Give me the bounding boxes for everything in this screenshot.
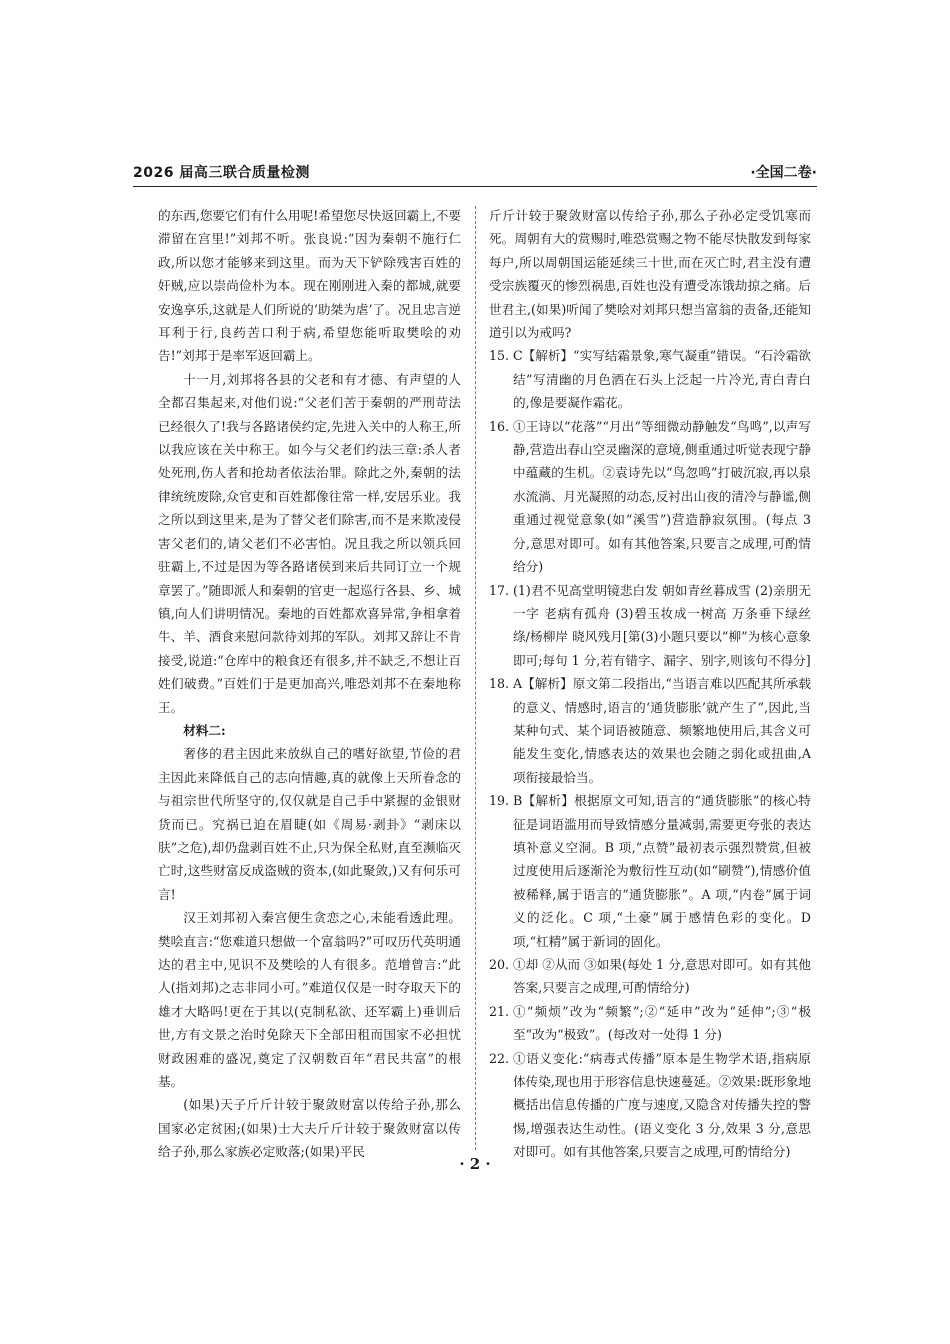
answer-number: 16. bbox=[489, 418, 510, 434]
material-two-title: 材料二: bbox=[183, 722, 226, 738]
answer-number: 21. bbox=[489, 1003, 510, 1019]
right-column bbox=[489, 204, 811, 1164]
answer-item bbox=[489, 672, 811, 789]
paragraph-3: 奢侈的君主因此来放纵自己的嗜好欲望,节俭的君主因此来降低自己的志向情趣,真的就像上天所眷念的与祖宗世代所坚守的,仅仅就是自己手中紧握的金银财货而已。究祸已迫在眉睫(如《周易·剥卦》“剥床以肤”之危),却仍盘剥百姓不止,只为保全私财,直至濒临灭亡时,这些财富反成盗贼的资本,(如此聚敛,)又有何乐可言! bbox=[158, 746, 461, 902]
page-header bbox=[133, 158, 817, 187]
exam-title: 2026 届高三联合质量检测 bbox=[133, 165, 310, 181]
answer-item bbox=[489, 344, 811, 414]
answer-number: 17. bbox=[489, 582, 510, 598]
answer-text: B【解析】根据原文可知,语言的“通货膨胀”的核心特征是词语滥用而导致情感分量减弱,需要更夸张的表达填补意义空洞。B 项,“点赞”最初表示强烈赞赏,但被过度使用后逐渐沦为敷衍性互动(如“刷赞”),情感价值被稀释,属于语言的“通货膨胀”。A 项,“内卷”属于词义的泛化。C 项,“土豪”属于感情色彩的变化。D 项,“杠精”属于新词的固化。 bbox=[513, 793, 811, 949]
answer-number: 15. bbox=[489, 348, 510, 364]
answer-text: A【解析】原文第二段指出,“当语言难以匹配其所承载的意义、情感时,语言的‘通货膨胀’就产生了”,因此,当某种句式、某个词语被随意、频繁地使用后,其含义可能发生变化,情感表达的效果也会随之弱化或扭曲,A 项衔接最恰当。 bbox=[513, 676, 811, 785]
paragraph-4: 汉王刘邦初入秦宫便生贪恋之心,未能看透此理。樊哙直言:“您难道只想做一个富翁吗?”可叹历代英明通达的君主中,见识不及樊哙的人有很多。范增曾言:“此人(指刘邦)之志非同小可。”难道仅仅是一时夺取天下的雄才大略吗!更在于其以(克制私欲、还军霸上)垂训后世,方有文景之治时免除天下全部田租而国家不必担忧财政困难的盛况,奠定了汉朝数百年“君民共富”的根基。 bbox=[158, 910, 461, 1090]
answer-number: 19. bbox=[489, 793, 510, 809]
answer-item bbox=[489, 1000, 811, 1047]
answer-text: ①“频烦”改为“频繁”;②“延申”改为“延伸”;③“极至”改为“极致”。(每改对一处得 1 分) bbox=[513, 1003, 811, 1043]
answer-text: ①王诗以“花落”“月出”等细微动静触发“鸟鸣”,以声写静,营造出春山空灵幽深的意境,侧重通过听觉表现宁静中蕴藏的生机。②袁诗先以“鸟忽鸣”打破沉寂,再以泉水流淌、月光凝照的动态,反衬出山夜的清冷与静谧,侧重通过视觉意象(如“溪雪”)营造静寂氛围。(每点 3 分,意思对即可。如有其他答案,只要言之成理,可酌情给分) bbox=[513, 418, 811, 575]
paragraph-5: (如果)天子斤斤计较于聚敛财富以传给子孙,那么国家必定贫困;(如果)士大夫斤斤计较于聚敛财富以传给子孙,那么家族必定败落;(如果)平民 bbox=[158, 1097, 461, 1160]
exam-region: ·全国二卷· bbox=[750, 165, 817, 181]
left-column bbox=[158, 204, 461, 1164]
paragraph-2: 十一月,刘邦将各县的父老和有才德、有声望的人全都召集起来,对他们说:“父老们苦于秦朝的严刑苛法已经很久了!我与各路诸侯约定,先进入关中的人称王,所以我应该在关中称王。如今与父老们约法三章:杀人者处死刑,伤人者和抢劫者依法治罪。除此之外,秦朝的法律统统废除,众官吏和百姓都像往常一样,安居乐业。我之所以到这里来,是为了替父老们除害,而不是来欺凌侵害父老们的,请父老们不必害怕。况且我之所以领兵回驻霸上,不过是因为等各路诸侯到来后共同订立一个规章罢了。”随即派人和秦朝的官吏一起巡行各县、乡、城镇,向人们讲明情况。秦地的百姓都欢喜异常,争相拿着牛、羊、酒食来慰问款待刘邦的军队。刘邦又辞让不肯接受,说道:“仓库中的粮食还有很多,并不缺乏,不想让百姓们破费。”百姓们于是更加高兴,唯恐刘邦不在秦地称王。 bbox=[158, 371, 461, 715]
answer-number: 20. bbox=[489, 957, 510, 972]
answer-text: C【解析】“实写结霜景象,寒气凝重”错误。“石泠霜欲结”写清幽的月色洒在石头上泛起一片冷光,青白青白的,像是要凝作霜花。 bbox=[513, 348, 811, 411]
paragraph-continued: 斤斤计较于聚敛财富以传给子孙,那么子孙必定受饥寒而死。周朝有大的赏赐时,唯恐赏赐之物不能尽快散发到每家每户,所以周朝国运能延续三十世,而在灭亡时,君主没有遭受宗族覆灭的惨烈祸患,百姓也没有遭受冻饿劫掠之痛。后世君主,(如果)听闻了樊哙对刘邦只想当富翁的责备,还能知道引以为戒吗? bbox=[489, 208, 811, 341]
answer-text: ①语义变化:“病毒式传播”原本是生物学术语,指病原体传染,现也用于形容信息快速蔓延。②效果:既形象地概括出信息传播的广度与速度,又隐含对传播失控的警惕,增强表达生动性。(语义变化 3 分,效果 3 分,意思对即可。如有其他答案,只要言之成理,可酌情给分) bbox=[513, 1050, 811, 1160]
answer-number: 22. bbox=[489, 1050, 510, 1066]
answer-item bbox=[489, 415, 811, 579]
answer-item bbox=[489, 953, 811, 1000]
answer-item bbox=[489, 1047, 811, 1164]
column-divider bbox=[475, 206, 476, 1150]
page-number: · 2 · bbox=[459, 1155, 491, 1173]
answer-item bbox=[489, 789, 811, 953]
answer-text: ①却 ②从而 ③如果(每处 1 分,意思对即可。如有其他答案,只要言之成理,可酌情给分) bbox=[513, 957, 811, 996]
paragraph-1: 的东西,您要它们有什么用呢!希望您尽快返回霸上,不要滞留在宫里!”刘邦不听。张良说:“因为秦朝不施行仁政,所以您才能够来到这里。而为天下铲除残害百姓的奸贼,应以崇尚俭朴为本。现在刚刚进入秦的都城,就要安逸享乐,这就是人们所说的‘助桀为虐’了。况且忠言逆耳利于行,良药苦口利于病,希望您能听取樊哙的劝告!”刘邦于是率军返回霸上。 bbox=[158, 208, 461, 364]
answer-number: 18. bbox=[489, 676, 510, 692]
answer-item bbox=[489, 579, 811, 673]
answer-text: (1)君不见高堂明镜悲白发 朝如青丝暮成雪 (2)亲朋无一字 老病有孤舟 (3)碧玉妆成一树高 万条垂下绿丝绦/杨柳岸 晓风残月[第(3)小题只要以“柳”为核心意象即可;每句 1 分,若有错字、漏字、别字,则该句不得分] bbox=[513, 582, 811, 668]
